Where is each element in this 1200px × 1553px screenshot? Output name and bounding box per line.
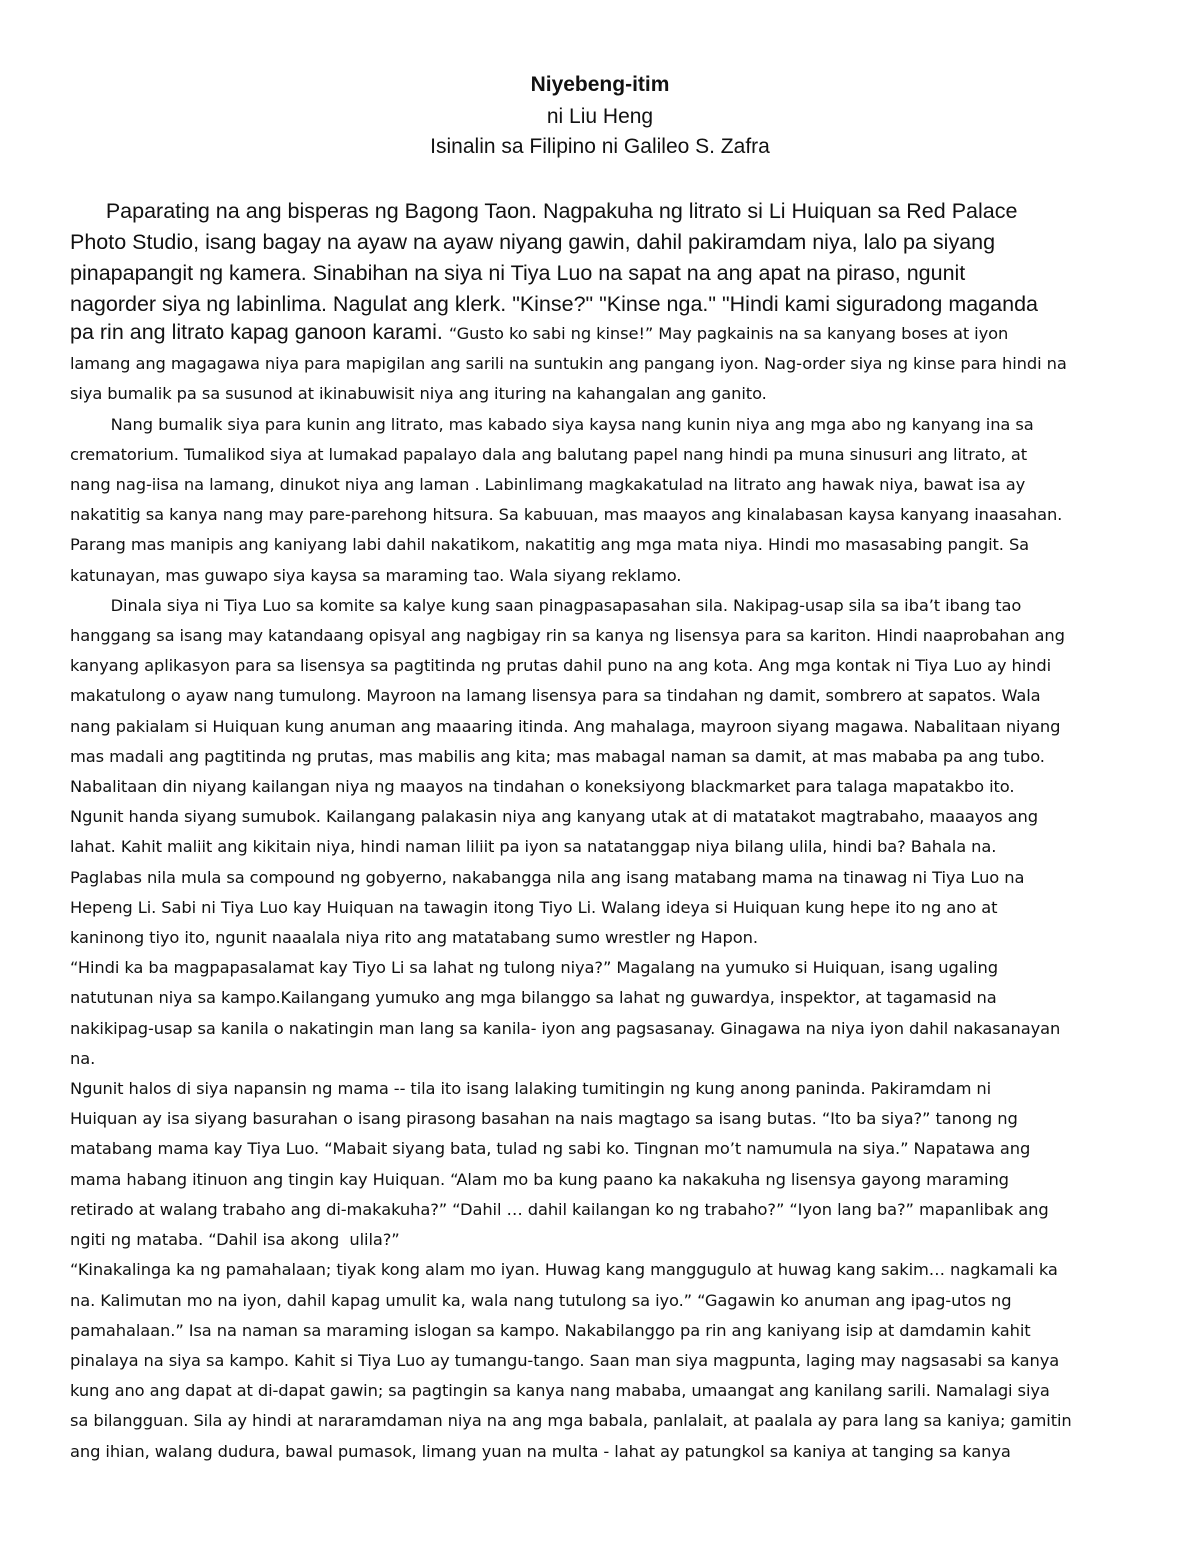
text-line: kung ano ang dapat at di-dapat gawin; sa pagtingin sa kanya nang mababa, umaangat ang kanilang sarili. Namalagi siya [70, 1381, 1050, 1401]
text-line: Parang mas manipis ang kaniyang labi dahil nakatikom, nakatitig ang mga mata niya. Hindi mo masasabing pangit. Sa [70, 535, 1030, 555]
text-line: Dinala siya ni Tiya Luo sa komite sa kalye kung saan pinagpasapasahan sila. Nakipag-usap sila sa iba’t ibang tao [70, 595, 1022, 615]
document-title: Niyebeng-itim [530, 73, 670, 96]
text-line: katunayan, mas guwapo siya kaysa sa maraming tao. Wala siyang reklamo. [70, 565, 682, 585]
text-line: Photo Studio, isang bagay na ayaw na ayaw niyang gawin, dahil pakiramdam niya, lalo pa siyang [70, 230, 996, 254]
text-line: natutunan niya sa kampo.Kailangang yumuko ang mga bilanggo sa lahat ng guwardya, inspektor, at tagamasid na [70, 988, 997, 1008]
text-line: mas madali ang pagtitinda ng prutas, mas mabilis ang kita; mas mabagal naman sa damit, at mas mababa pa ang tubo. [70, 746, 1045, 766]
text-line: makatulong o ayaw nang tumulong. Mayroon na lamang lisensya para sa tindahan ng damit, sombrero at sapatos. Wala [70, 686, 1041, 706]
text-line: pinalaya na siya sa kampo. Kahit si Tiya Luo ay tumangu-tango. Saan man siya magpunta, laging may nagsasabi sa kanya [70, 1350, 1060, 1370]
text-line: “Kinakalinga ka ng pamahalaan; tiyak kong alam mo iyan. Huwag kang manggugulo at huwag kang sakim… nagkamali ka [70, 1260, 1058, 1280]
body-text [70, 317, 1072, 1467]
text-line: retirado at walang trabaho ang di-makakuha?” “Dahil … dahil kailangan ko ng trabaho?” “Iyon lang ba?” mapanlibak ang [70, 1199, 1049, 1219]
text-line: lahat. Kahit maliit ang kikitain niya, hindi naman liliit pa iyon sa natatanggap niya bilang ulila, hindi ba? Bahala na. [70, 837, 997, 857]
text-line: Nabalitaan din niyang kailangan niya ng maayos na tindahan o koneksiyong blackmarket para talaga mapatakbo ito. [70, 777, 1015, 797]
text-line: Paglabas nila mula sa compound ng gobyerno, nakabangga nila ang isang matabang mama na tinawag ni Tiya Luo na [70, 867, 1025, 887]
text-segment: “Gusto ko sabi ng kinse!” May pagkainis na sa kanyang boses at iyon [448, 324, 1009, 343]
text-line: Paparating na ang bisperas ng Bagong Taon. Nagpakuha ng litrato si Li Huiquan sa Red Palace [70, 199, 1018, 223]
text-line: nang nag-iisa na lamang, dinukot niya ang laman . Labinlimang magkakatulad na litrato ang hawak niya, bawat isa ay [70, 475, 1026, 495]
text-line: Huiquan ay isa siyang basurahan o isang pirasong basahan na nais magtago sa isang butas. “Ito ba siya?” tanong ng [70, 1109, 1018, 1129]
text-line: Hepeng Li. Sabi ni Tiya Luo kay Huiquan na tawagin itong Tiyo Li. Walang ideya si Huiquan kung hepe ito ng ano at [70, 897, 998, 917]
text-line: Ngunit halos di siya napansin ng mama -- tila ito isang lalaking tumitingin ng kung anong paninda. Pakiramdam ni [70, 1079, 992, 1099]
text-line: crematorium. Tumalikod siya at lumakad papalayo dala ang balutang papel nang hindi pa muna sinusuri ang litrato, at [70, 444, 1028, 464]
author-line: ni Liu Heng [546, 105, 654, 128]
title-block [0, 68, 1200, 162]
text-line: lamang ang magagawa niya para mapigilan ang sarili na suntukin ang pangang iyon. Nag-order siya ng kinse para hindi na [70, 354, 1067, 374]
text-line: kaninong tiyo ito, ngunit naaalala niya rito ang matatabang sumo wrestler ng Hapon. [70, 928, 758, 948]
text-line: siya bumalik pa sa susunod at ikinabuwisit niya ang ituring na kahangalan ang ganito. [70, 384, 767, 404]
text-line: nakikipag-usap sa kanila o nakatingin man lang sa kanila- iyon ang pagsasanay. Ginagawa na niya iyon dahil nakasanayan [70, 1018, 1061, 1038]
text-line: na. Kalimutan mo na iyon, dahil kapag umulit ka, wala nang tutulong sa iyo.” “Gagawin ko anuman ang ipag-utos ng [70, 1290, 1012, 1310]
text-line: nang pakialam si Huiquan kung anuman ang maaaring itinda. Ang mahalaga, mayroon siyang magawa. Nabalitaan niyang [70, 716, 1061, 736]
opening-paragraph [70, 196, 1038, 320]
text-line: ngiti ng mataba. “Dahil isa akong ulila?” [70, 1230, 400, 1250]
text-line: “Hindi ka ba magpapasalamat kay Tiyo Li sa lahat ng tulong niya?” Magalang na yumuko si Huiquan, isang ugaling [70, 958, 998, 978]
text-line: sa bilangguan. Sila ay hindi at nararamdaman niya na ang mga babala, panlalait, at paalala ay para lang sa kaniya; gamitin [70, 1411, 1072, 1431]
translator-line: Isinalin sa Filipino ni Galileo S. Zafra [430, 135, 770, 158]
text-line: nakatitig sa kanya nang may pare-parehong hitsura. Sa kabuuan, mas maayos ang kinalabasan kaysa kanyang inaasahan. [70, 505, 1063, 525]
text-line: matabang mama kay Tiya Luo. “Mabait siyang bata, tulad ng sabi ko. Tingnan mo’t namumula na siya.” Napatawa ang [70, 1139, 1031, 1159]
text-line: ang ihian, walang dudura, bawal pumasok, limang yuan na multa - lahat ay patungkol sa kaniya at tanging sa kanya [70, 1441, 1011, 1461]
text-line: pinapapangit ng kamera. Sinabihan na siya ni Tiya Luo na sapat na ang apat na piraso, ngunit [70, 261, 966, 285]
text-line: mama habang itinuon ang tingin kay Huiquan. “Alam mo ba kung paano ka nakakuha ng lisensya gayong maraming [70, 1169, 1009, 1189]
text-line: na. [70, 1048, 96, 1068]
text-line: Ngunit handa siyang sumubok. Kailangang palakasin niya ang kanyang utak at di matatakot magtrabaho, maaayos ang [70, 807, 1038, 827]
mixed-text-line [70, 317, 1072, 349]
text-line: hanggang sa isang may katandaang opisyal ang nagbigay rin sa kanya ng lisensya para sa kariton. Hindi naaprobahan ang [70, 626, 1065, 646]
text-line: pamahalaan.” Isa na naman sa maraming islogan sa kampo. Nakabilanggo pa rin ang kaniyang isip at damdamin kahit [70, 1320, 1031, 1340]
text-segment: pa rin ang litrato kapag ganoon karami. [70, 320, 449, 344]
text-line: Nang bumalik siya para kunin ang litrato, mas kabado siya kaysa nang kunin niya ang mga abo ng kanyang ina sa [70, 414, 1034, 434]
text-line: nagorder siya ng labinlima. Nagulat ang klerk. "Kinse?" "Kinse nga." "Hindi kami siguradong maganda [70, 292, 1038, 316]
text-line: kanyang aplikasyon para sa lisensya sa pagtitinda ng prutas dahil puno na ang kota. Ang mga kontak ni Tiya Luo ay hindi [70, 656, 1052, 676]
